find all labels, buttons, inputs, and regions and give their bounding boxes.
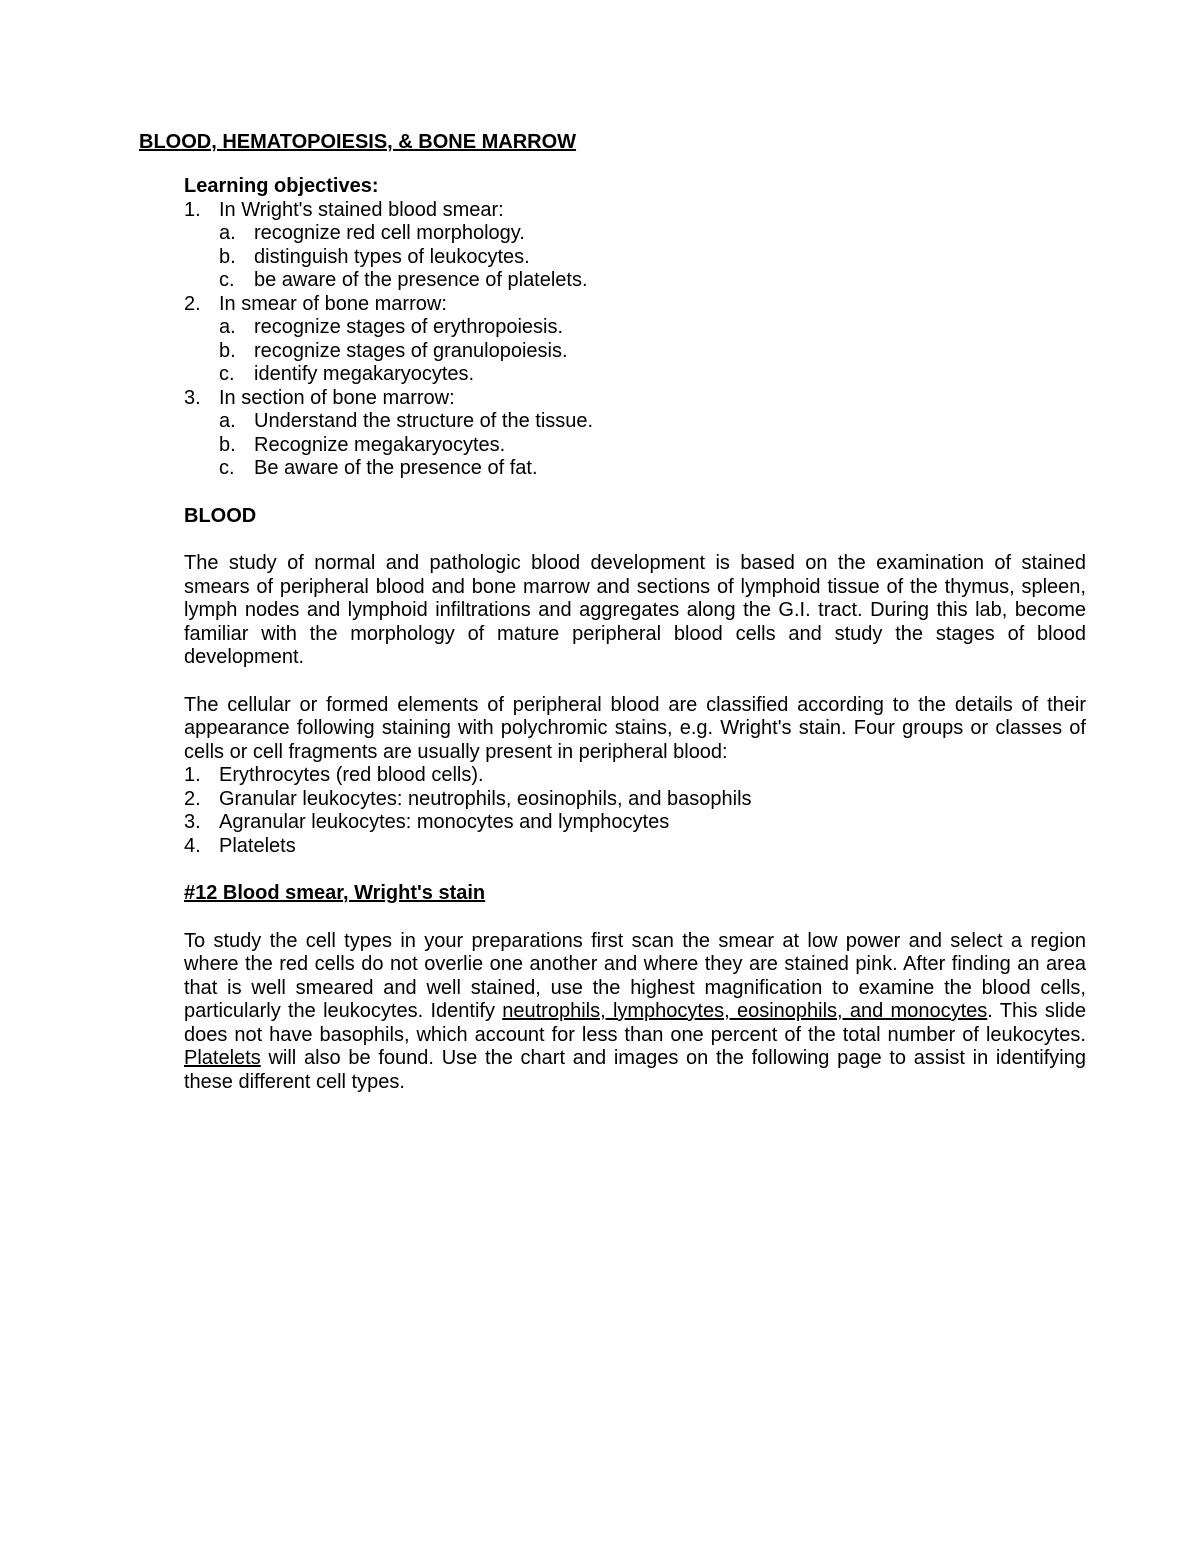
learning-objectives-heading: Learning objectives: (184, 175, 379, 197)
cell-class-number: 1. (184, 764, 201, 786)
smear-text-part-3: will also be found. Use the chart and images on the following page to assist in identifying these different cell types. (184, 1047, 1086, 1093)
cell-class-text: Granular leukocytes: neutrophils, eosinophils, and basophils (219, 787, 752, 810)
underlined-platelets: Platelets (184, 1047, 261, 1069)
underlined-cell-types: neutrophils, lymphocytes, eosinophils, and monocytes (502, 1000, 988, 1022)
sub-objective-letter: b. (219, 339, 236, 362)
sub-objective-text: identify megakaryocytes. (254, 363, 475, 385)
cell-class-item (184, 811, 1086, 835)
cell-class-item (184, 764, 1086, 788)
sub-objective-group (184, 410, 1086, 481)
sub-objective-group (184, 316, 1086, 387)
objective-number: 3. (184, 386, 201, 409)
objective-text: In section of bone marrow: (219, 386, 455, 409)
sub-objective-letter: a. (219, 410, 236, 432)
sub-objective-text: recognize red cell morphology. (254, 222, 525, 244)
sub-objective-item (184, 410, 1086, 434)
sub-objectives-list (184, 410, 1086, 481)
blood-paragraph-1: The study of normal and pathologic blood development is based on the examination of stained smears of peripheral blood and bone marrow and sections of lymphoid tissue of the thymus, spleen, lymph nodes and lymphoid infiltrations and aggregates along the G.I. tract. During this lab, become familiar with the morphology of mature peripheral blood cells and study the stages of blood development. (184, 552, 1086, 668)
blood-smear-paragraph (184, 930, 1086, 1095)
objectives-list (184, 199, 1086, 481)
sub-objective-letter: c. (219, 363, 235, 385)
sub-objectives-list (184, 316, 1086, 387)
objective-item (184, 387, 1086, 411)
sub-objective-item (184, 434, 1086, 458)
document-title: BLOOD, HEMATOPOIESIS, & BONE MARROW (139, 131, 577, 153)
sub-objective-item (184, 246, 1086, 270)
objective-text: In Wright's stained blood smear: (219, 198, 504, 221)
sub-objective-text: Be aware of the presence of fat. (254, 457, 538, 479)
objective-item (184, 199, 1086, 223)
sub-objective-group (184, 222, 1086, 293)
sub-objective-text: be aware of the presence of platelets. (254, 269, 588, 291)
cell-class-item (184, 788, 1086, 812)
document-body (184, 175, 1086, 1094)
sub-objective-letter: a. (219, 316, 236, 338)
sub-objective-letter: c. (219, 457, 235, 479)
cell-class-number: 2. (184, 787, 201, 810)
cell-classes-list (184, 764, 1086, 858)
sub-objective-item (184, 316, 1086, 340)
sub-objective-text: distinguish types of leukocytes. (254, 245, 530, 268)
sub-objective-item (184, 269, 1086, 293)
sub-objective-letter: b. (219, 245, 236, 268)
sub-objective-item (184, 340, 1086, 364)
blood-section-heading: BLOOD (184, 504, 257, 527)
sub-objective-letter: c. (219, 269, 235, 291)
objective-item (184, 293, 1086, 317)
sub-objectives-list (184, 222, 1086, 293)
sub-objective-text: recognize stages of erythropoiesis. (254, 316, 564, 338)
cell-class-text: Erythrocytes (red blood cells). (219, 764, 484, 786)
objective-number: 1. (184, 198, 201, 221)
cell-class-number: 3. (184, 811, 201, 833)
objective-number: 2. (184, 292, 201, 315)
blood-smear-heading: #12 Blood smear, Wright's stain (184, 882, 486, 904)
cell-class-text: Platelets (219, 834, 296, 857)
cell-class-text: Agranular leukocytes: monocytes and lymphocytes (219, 811, 670, 833)
cell-class-item (184, 835, 1086, 859)
sub-objective-item (184, 457, 1086, 481)
sub-objective-letter: b. (219, 433, 236, 456)
sub-objective-item (184, 222, 1086, 246)
sub-objective-letter: a. (219, 222, 236, 244)
sub-objective-text: Recognize megakaryocytes. (254, 433, 506, 456)
sub-objective-text: Understand the structure of the tissue. (254, 410, 594, 432)
smear-text-part-1: To study the cell types in your preparations first scan the smear at low power and select a region where the red cells do not overlie one another and where they are stained pink. After finding an area that is well smeared and well stained, use the highest magnification to examine the blood cells, particularly the leukocytes. Identify (184, 929, 1086, 1022)
sub-objective-text: recognize stages of granulopoiesis. (254, 339, 568, 362)
smear-text-part-2: . This slide does not have basophils, which account for less than one percent of the total number of leukocytes. (184, 1000, 1086, 1046)
objective-text: In smear of bone marrow: (219, 292, 447, 315)
blood-paragraph-2: The cellular or formed elements of peripheral blood are classified according to the details of their appearance following staining with polychromic stains, e.g. Wright's stain. Four groups or classes of cells or cell fragments are usually present in peripheral blood: (184, 693, 1086, 763)
cell-class-number: 4. (184, 834, 201, 857)
sub-objective-item (184, 363, 1086, 387)
